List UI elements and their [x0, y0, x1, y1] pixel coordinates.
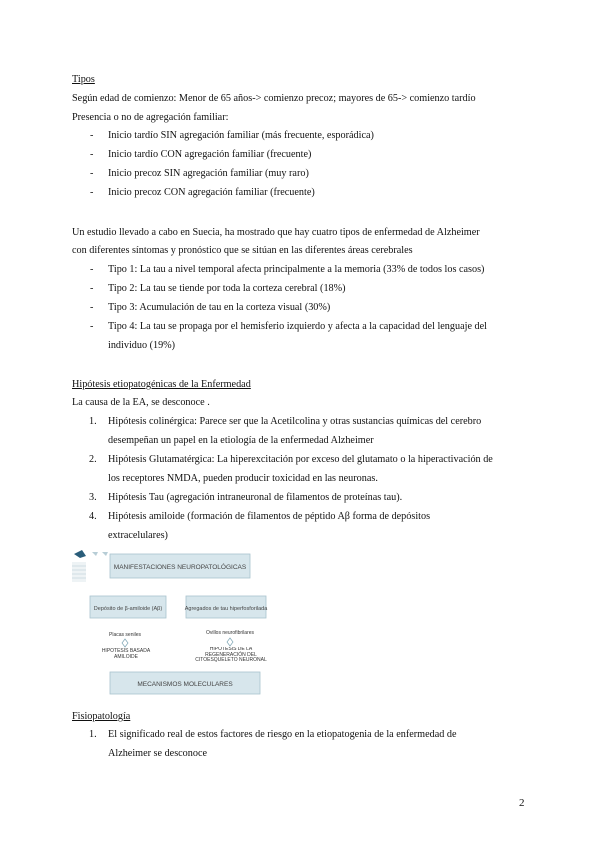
estudio-line-2: con diferentes síntomas y pronóstico que se sitúan en las diferentes áreas cerebrales: [72, 245, 413, 256]
estudio-line-1: Un estudio llevado a cabo en Suecia, ha mostrado que hay cuatro tipos de enfermedad de Alzheimer: [72, 227, 480, 238]
bullet-dash: -: [90, 130, 94, 141]
bullet-dash: -: [90, 149, 94, 160]
ovillos-label: Ovillos neurofibrilares: [205, 630, 255, 636]
hipotesis-item-1: Hipótesis colinérgica: Parece ser que la Acetilcolina y otras sustancias químicas del cerebro: [108, 416, 482, 427]
bullet-dash: -: [90, 168, 94, 179]
hipotesis-item-1-cont: desempeñan un papel en la etiología de la enfermedad Alzheimer: [108, 435, 374, 446]
estudio-item-1: Tipo 1: La tau a nivel temporal afecta principalmente a la memoria (33% de todos los casos): [108, 264, 485, 275]
hipotesis-item-4-cont: extracelulares): [108, 530, 168, 541]
hipotesis-item-2-cont: los receptores NMDA, pueden producir toxicidad en las neuronas.: [108, 473, 378, 484]
hipotesis-heading: Hipótesis etiopatogénicas de la Enfermedad: [72, 379, 251, 390]
tipos-line-1: Según edad de comienzo: Menor de 65 años-> comienzo precoz; mayores de 65-> comienzo tardío: [72, 93, 476, 104]
list-number: 4.: [89, 511, 97, 522]
bullet-dash: -: [90, 264, 94, 275]
hipotesis-item-4: Hipótesis amiloide (formación de filamentos de péptido Aβ forma de depósitos: [108, 511, 431, 522]
hipotesis-intro: La causa de la EA, se desconoce .: [72, 397, 210, 408]
bullet-dash: -: [90, 302, 94, 313]
tau-label: Agregados de tau hiperfosforilada: [184, 606, 268, 612]
fisio-item-1: El significado real de estos factores de riesgo en la etiopatogenia de la enfermedad de: [108, 729, 457, 740]
diamond-icon: [122, 639, 128, 647]
bullet-dash: -: [90, 187, 94, 198]
list-number: 1.: [89, 729, 97, 740]
mecanismos-label: MECANISMOS MOLECULARES: [137, 681, 233, 688]
amiloide-label: Depósito de β-amiloide (Aβ): [93, 606, 163, 612]
estudio-item-4: Tipo 4: La tau se propaga por el hemisferio izquierdo y afecta a la capacidad del lenguaje del: [108, 321, 487, 332]
tipos-line-2: Presencia o no de agregación familiar:: [72, 112, 229, 123]
hipotesis-item-3: Hipótesis Tau (agregación intraneuronal de filamentos de proteínas tau).: [108, 492, 403, 503]
tipos-item-4: Inicio precoz CON agregación familiar (frecuente): [108, 187, 315, 198]
estudio-item-2: Tipo 2: La tau se tiende por toda la corteza cerebral (18%): [108, 283, 346, 294]
logo-fragment: [72, 550, 108, 582]
placas-label: Placas seniles: [109, 632, 141, 638]
fisio-item-1-cont: Alzheimer se desconoce: [108, 748, 207, 759]
tipos-item-2: Inicio tardío CON agregación familiar (frecuente): [108, 149, 312, 160]
amiloide-hypothesis: HIPÓTESIS BASADA AMILOIDE: [101, 648, 151, 660]
hipotesis-item-2: Hipótesis Glutamatérgica: La hiperexcitación por exceso del glutamato o la hiperactivación de: [108, 454, 493, 465]
citoesqueleto-hypothesis: HIPÓTESIS DE LA REGENERACIÓN DEL CITOESQUELETO NEURONAL: [195, 647, 267, 664]
bullet-dash: -: [90, 321, 94, 332]
list-number: 1.: [89, 416, 97, 427]
manifestaciones-label: MANIFESTACIONES NEUROPATOLÓGICAS: [113, 564, 247, 571]
list-number: 3.: [89, 492, 97, 503]
estudio-item-3: Tipo 3: Acumulación de tau en la corteza visual (30%): [108, 302, 331, 313]
tipos-item-1: Inicio tardío SIN agregación familiar (más frecuente, esporádica): [108, 130, 374, 141]
tipos-heading: Tipos: [72, 74, 95, 85]
page-number: 2: [519, 797, 525, 809]
bullet-dash: -: [90, 283, 94, 294]
estudio-item-4-cont: individuo (19%): [108, 340, 176, 351]
fisio-heading: Fisiopatología: [72, 711, 131, 722]
diamond-icon: [227, 638, 233, 646]
tipos-item-3: Inicio precoz SIN agregación familiar (muy raro): [108, 168, 309, 179]
etiopathogenesis-diagram: [70, 548, 280, 698]
list-number: 2.: [89, 454, 97, 465]
